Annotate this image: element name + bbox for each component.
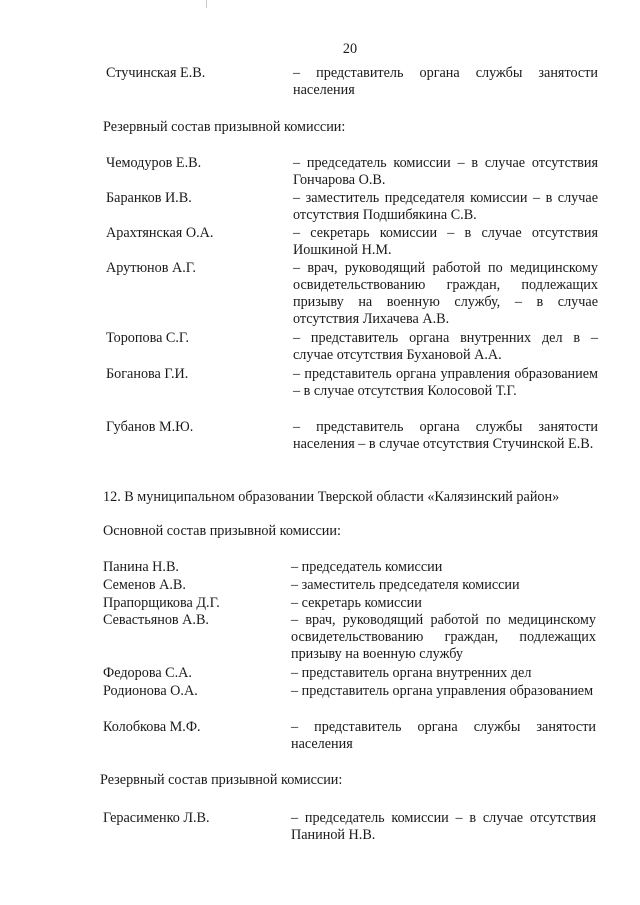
member-name: Стучинская Е.В.	[106, 65, 206, 81]
member-role: – председатель комиссии	[291, 559, 443, 575]
member-role: – представитель органа управления образованием	[291, 683, 594, 699]
member-name: Чемодуров Е.В.	[106, 155, 202, 171]
member-name: Боганова Г.И.	[106, 366, 189, 382]
member-role: – представитель органа службы занятости населения – в случае отсутствия Стучинской Е.В.	[293, 419, 598, 452]
member-role: – представитель органа службы занятости населения	[293, 65, 598, 98]
member-name: Родионова О.А.	[103, 683, 198, 699]
section-heading-reserve: Резервный состав призывной комиссии:	[103, 119, 346, 135]
member-role: – заместитель председателя комиссии – в случае отсутствия Подшибякина С.В.	[293, 190, 598, 223]
member-name: Панина Н.В.	[103, 559, 179, 575]
member-role: – председатель комиссии – в случае отсутствия Паниной Н.В.	[291, 810, 596, 843]
member-role: – представитель органа управления образованием – в случае отсутствия Колосовой Т.Г.	[293, 366, 598, 399]
scan-mark	[206, 0, 207, 8]
member-name: Губанов М.Ю.	[106, 419, 194, 435]
member-role: – врач, руководящий работой по медицинскому освидетельствованию граждан, подлежащих призыву на военную службу	[291, 612, 596, 662]
member-role: – секретарь комиссии	[291, 595, 422, 611]
member-role: – представитель органа внутренних дел	[291, 665, 532, 681]
member-role: – представитель органа внутренних дел в – случае отсутствия Бухановой А.А.	[293, 330, 598, 363]
member-role: – председатель комиссии – в случае отсутствия Гончарова О.В.	[293, 155, 598, 188]
section-heading-main: Основной состав призывной комиссии:	[103, 523, 341, 539]
page-number: 20	[342, 41, 358, 57]
section-heading-reserve: Резервный состав призывной комиссии:	[100, 772, 343, 788]
member-name: Колобкова М.Ф.	[103, 719, 201, 735]
member-name: Баранков И.В.	[106, 190, 192, 206]
item-12-title: 12. В муниципальном образовании Тверской области «Калязинский район»	[103, 489, 560, 505]
member-name: Прапорщикова Д.Г.	[103, 595, 220, 611]
member-role: – заместитель председателя комиссии	[291, 577, 520, 593]
member-name: Севастьянов А.В.	[103, 612, 209, 628]
member-name: Семенов А.В.	[103, 577, 186, 593]
member-role: – врач, руководящий работой по медицинскому освидетельствованию граждан, подлежащих призыву на военную службу, – в случае отсутствия Лихачева А.В.	[293, 260, 598, 327]
member-name: Торопова С.Г.	[106, 330, 190, 346]
member-role: – представитель органа службы занятости населения	[291, 719, 596, 752]
member-name: Федорова С.А.	[103, 665, 192, 681]
member-role: – секретарь комиссии – в случае отсутствия Иошкиной Н.М.	[293, 225, 598, 258]
member-name: Герасименко Л.В.	[103, 810, 210, 826]
member-name: Арутюнов А.Г.	[106, 260, 196, 276]
member-name: Арахтянская О.А.	[106, 225, 214, 241]
